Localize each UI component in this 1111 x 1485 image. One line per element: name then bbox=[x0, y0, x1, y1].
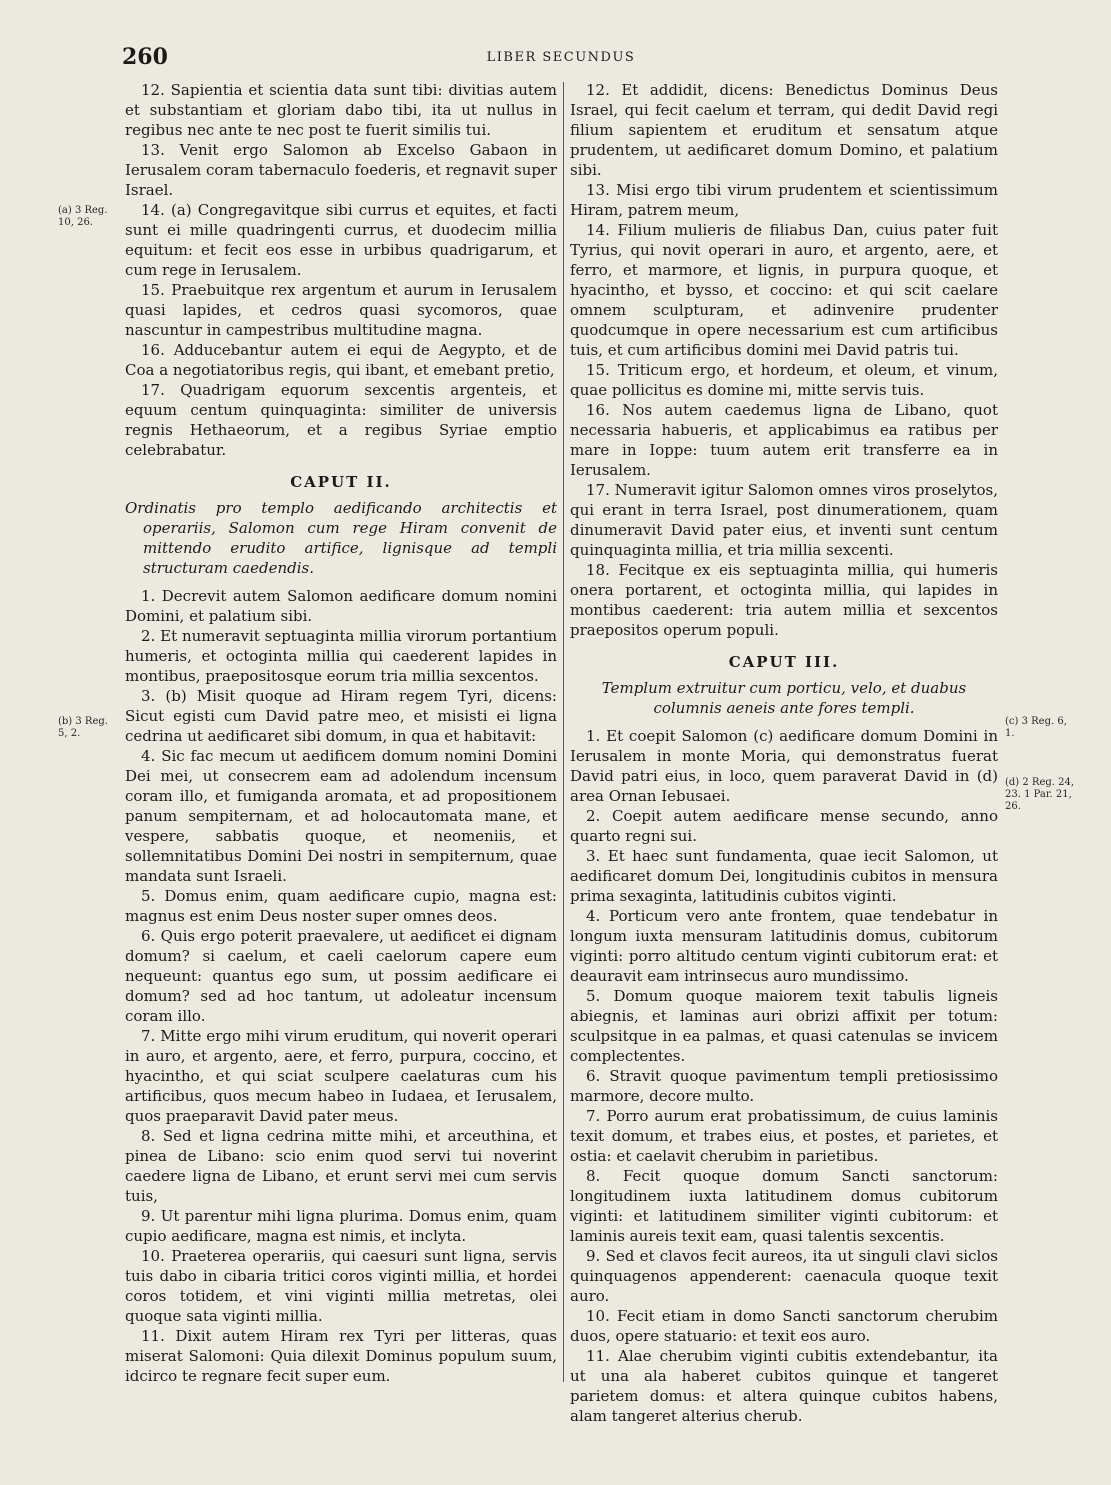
verse: 15. Triticum ergo, et hordeum, et oleum, et vinum, quae pollicitus es domine mi, mitte servis tuis. bbox=[570, 361, 998, 399]
verse: 4. Porticum vero ante frontem, quae tendebatur in longum iuxta mensuram latitudinis domus, cubitorum viginti: porro altitudo centum viginti cubitorum erat: et deauravit eam intrinsecus auro mundissimo. bbox=[570, 907, 998, 985]
verse: 16. Adducebantur autem ei equi de Aegypto, et de Coa a negotiatoribus regis, qui ibant, et emebant pretio, bbox=[125, 341, 557, 379]
caput-heading: CAPUT III. bbox=[728, 653, 840, 671]
verse: 1. Et coepit Salomon (c) aedificare domum Domini in Ierusalem in monte Moria, qui demonstratus fuerat David patri eius, in loco, quem paraverat David in (d) area Ornan Iebusaei. bbox=[570, 727, 998, 805]
verse: 7. Mitte ergo mihi virum eruditum, qui noverit operari in auro, et argento, aere, et ferro, purpura, coccino, et hyacintho, et qui sciat sculpere caelaturas cum his artificibus, quos mecum habeo in Iudaea, et Ierusalem, quos praeparavit David pater meus. bbox=[125, 1027, 557, 1125]
verse: 14. (a) Congregavitque sibi currus et equites, et facti sunt ei mille quadringenti currus, et duodecim millia equitum: et fecit eos esse in urbibus quadrigarum, et cum rege in Ierusalem. bbox=[125, 201, 557, 279]
verse: 17. Quadrigam equorum sexcentis argenteis, et equum centum quinquaginta: similiter de universis regnis Hethaeorum, et a regibus Syriae emptio celebrabatur. bbox=[125, 381, 557, 459]
verse: 9. Sed et clavos fecit aureos, ita ut singuli clavi siclos quinquagenos appenderent: caenacula quoque texit auro. bbox=[570, 1247, 998, 1305]
column-divider bbox=[563, 82, 564, 1382]
verse: 13. Misi ergo tibi virum prudentem et scientissimum Hiram, patrem meum, bbox=[570, 181, 998, 219]
verse: 14. Filium mulieris de filiabus Dan, cuius pater fuit Tyrius, qui novit operari in auro, et argento, aere, et ferro, et marmore, et lignis, in purpura quoque, et hyacintho, et bysso, et coccino: et qui scit caelare omnem sculpturam, et adinvenire prudenter quodcumque in opere necessarium est cum artificibus tuis, et cum artificibus domini mei David patris tui. bbox=[570, 221, 998, 359]
left-verses-bottom bbox=[125, 586, 557, 1386]
verse: 1. Decrevit autem Salomon aedificare domum nomini Domini, et palatium sibi. bbox=[125, 587, 557, 625]
margin-note-c: (c) 3 Reg. 6, 1. bbox=[1005, 716, 1067, 739]
verse: 8. Sed et ligna cedrina mitte mihi, et arceuthina, et pinea de Libano: scio enim quod servi tui noverint caedere ligna de Libano, et erunt servi mei cum servis tuis, bbox=[125, 1127, 557, 1205]
caput-heading: CAPUT II. bbox=[290, 473, 392, 491]
verse: 4. Sic fac mecum ut aedificem domum nomini Domini Dei mei, ut consecrem eam ad adolendum incensum coram illo, et fumiganda aromata, et ad propositionem panum sempiternam, et ad holocautomata mane, et vespere, sabbatis quoque, et neomeniis, et sollemnitatibus Domini Dei nostri in sempiternum, quae mandata sunt Israeli. bbox=[125, 747, 557, 885]
right-verses-top bbox=[570, 80, 998, 640]
right-verses-bottom bbox=[570, 726, 998, 1426]
caput-summary: Ordinatis pro templo aedificando architectis et operariis, Salomon cum rege Hiram convenit de mittendo erudito artifice, lignisque ad templi structuram caedendis. bbox=[125, 499, 557, 577]
margin-note-d: (d) 2 Reg. 24, 23. 1 Par. 21, 26. bbox=[1005, 777, 1075, 812]
verse: 2. Coepit autem aedificare mense secundo, anno quarto regni sui. bbox=[570, 807, 998, 845]
page-header bbox=[122, 44, 1000, 72]
verse: 6. Stravit quoque pavimentum templi pretiosissimo marmore, decore multo. bbox=[570, 1067, 998, 1105]
margin-note-b: (b) 3 Reg. 5, 2. bbox=[58, 716, 108, 739]
verse: 3. Et haec sunt fundamenta, quae iecit Salomon, ut aedificaret domum Dei, longitudinis cubitos in mensura prima sexaginta, latitudinis cubitos viginti. bbox=[570, 847, 998, 905]
page-number: 260 bbox=[122, 44, 168, 70]
verse: 17. Numeravit igitur Salomon omnes viros proselytos, qui erant in terra Israel, post dinumerationem, quam dinumeravit David pater eius, et inventi sunt centum quinquaginta millia, et tria millia sexcenti. bbox=[570, 481, 998, 559]
verse: 5. Domum quoque maiorem texit tabulis ligneis abiegnis, et laminas auri obrizi affixit per totum: sculpsitque in ea palmas, et quasi catenulas se invicem complectentes. bbox=[570, 987, 998, 1065]
verse: 2. Et numeravit septuaginta millia virorum portantium humeris, et octoginta millia qui caederent lapides in montibus, praepositosque eorum tria millia sexcentos. bbox=[125, 627, 557, 685]
verse: 8. Fecit quoque domum Sancti sanctorum: longitudinem iuxta latitudinem domus cubitorum viginti: et latitudinem similiter viginti cubitorum: et laminis aureis texit eam, quasi talentis sexcentis. bbox=[570, 1167, 998, 1245]
verse: 5. Domus enim, quam aedificare cupio, magna est: magnus est enim Deus noster super omnes deos. bbox=[125, 887, 557, 925]
running-title: LIBER SECUNDUS bbox=[486, 50, 636, 65]
right-column bbox=[570, 80, 998, 1426]
verse: 12. Et addidit, dicens: Benedictus Dominus Deus Israel, qui fecit caelum et terram, qui dedit David regi filium sapientem et eruditum et sensatum atque prudentem, ut aedificaret domum Domino, et palatium sibi. bbox=[570, 81, 998, 179]
margin-note-a: (a) 3 Reg. 10, 26. bbox=[58, 205, 108, 228]
caput-summary: Templum extruitur cum porticu, velo, et duabus columnis aeneis ante fores templi. bbox=[601, 679, 967, 717]
verse: 16. Nos autem caedemus ligna de Libano, quot necessaria habueris, et applicabimus ea ratibus per mare in Ioppe: tuum autem erit transferre ea in Ierusalem. bbox=[570, 401, 998, 479]
verse: 10. Fecit etiam in domo Sancti sanctorum cherubim duos, opere statuario: et texit eos auro. bbox=[570, 1307, 998, 1345]
verse: 3. (b) Misit quoque ad Hiram regem Tyri, dicens: Sicut egisti cum David patre meo, et misisti ei ligna cedrina ut aedificaret sibi domum, in qua et habitavit: bbox=[125, 687, 557, 745]
verse: 11. Alae cherubim viginti cubitis extendebantur, ita ut una ala haberet cubitos quinque et tangeret parietem domus: et altera quinque cubitos habens, alam tangeret alterius cherub. bbox=[570, 1347, 998, 1425]
verse: 12. Sapientia et scientia data sunt tibi: divitias autem et substantiam et gloriam dabo tibi, ita ut nullus in regibus nec ante te nec post te fuerit similis tui. bbox=[125, 81, 557, 139]
verse: 13. Venit ergo Salomon ab Excelso Gabaon in Ierusalem coram tabernaculo foederis, et regnavit super Israel. bbox=[125, 141, 557, 199]
verse: 15. Praebuitque rex argentum et aurum in Ierusalem quasi lapides, et cedros quasi sycomoros, quae nascuntur in campestribus multitudine magna. bbox=[125, 281, 557, 339]
verse: 18. Fecitque ex eis septuaginta millia, qui humeris onera portarent, et octoginta millia, qui lapides in montibus caederent: tria autem millia et sexcentos praepositos operum populi. bbox=[570, 561, 998, 639]
left-column bbox=[125, 80, 557, 1386]
left-verses-top bbox=[125, 80, 557, 460]
verse: 6. Quis ergo poterit praevalere, ut aedificet ei dignam domum? si caelum, et caeli caelorum capere eum nequeunt: quantus ego sum, ut possim aedificare ei domum? sed ad hoc tantum, ut adoleatur incensum coram illo. bbox=[125, 927, 557, 1025]
verse: 7. Porro aurum erat probatissimum, de cuius laminis texit domum, et trabes eius, et postes, et parietes, et ostia: et caelavit cherubim in parietibus. bbox=[570, 1107, 998, 1165]
verse: 10. Praeterea operariis, qui caesuri sunt ligna, servis tuis dabo in cibaria tritici coros viginti millia, et hordei coros totidem, et vini viginti millia metretas, olei quoque sata viginti millia. bbox=[125, 1247, 557, 1325]
verse: 11. Dixit autem Hiram rex Tyri per litteras, quas miserat Salomoni: Quia dilexit Dominus populum suum, idcirco te regnare fecit super eum. bbox=[125, 1327, 557, 1385]
verse: 9. Ut parentur mihi ligna plurima. Domus enim, quam cupio aedificare, magna est nimis, et inclyta. bbox=[125, 1207, 557, 1245]
